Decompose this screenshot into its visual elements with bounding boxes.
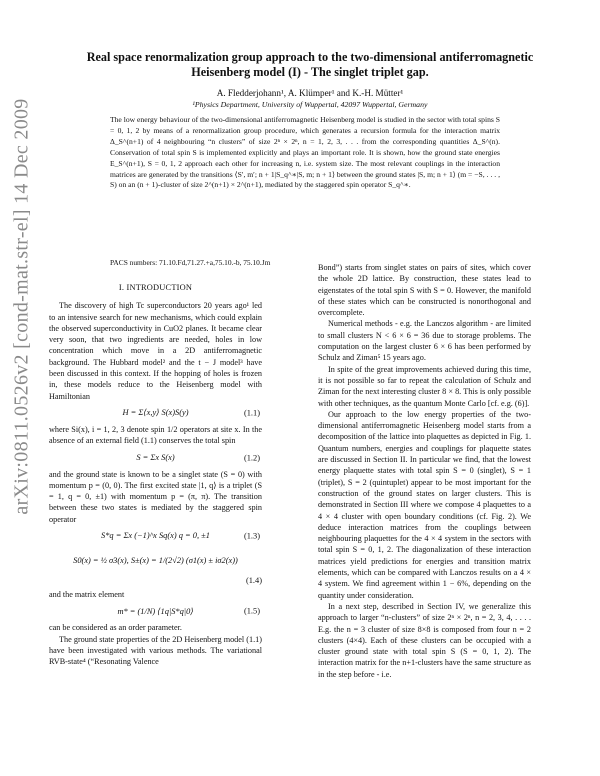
equation-number: (1.3) xyxy=(243,531,260,541)
equation-body: H = Σ⟨x,y⟩ S(x)S(y) xyxy=(122,408,189,418)
paragraph: The discovery of high Tc superconductors 20 years ago¹ led to an intensive search for new mechanisms, which could explain the observed superconductivity in CuO2 planes. It became clear very soon, that two ingredients are needed, holes in low concentration which move in a 2D antiferromagnetic background. The Hubbard model² and the t − J model³ have been discussed in this context. If the hopping of holes is frozen in, these models reduce to the Heisenberg model with Hamiltonian xyxy=(49,301,262,401)
equation-number: (1.1) xyxy=(243,408,260,418)
equation-1-5 xyxy=(49,600,262,622)
equation-1-3 xyxy=(49,525,262,547)
paragraph: The ground state properties of the 2D Heisenberg model (1.1) have been investigated with various methods. The variational RVB-state⁴ (“Resonating Valence xyxy=(49,634,262,667)
equation-number: (1.4) xyxy=(245,576,262,586)
paper-title: Real space renormalization group approach to the two-dimensional antiferromagnetic Heisenberg model (I) - The singlet triplet gap. xyxy=(86,50,534,79)
equation-number: (1.2) xyxy=(243,452,260,462)
paragraph: and the ground state is known to be a singlet state (S = 0) with momentum p = (0, 0). The first excited state |1, q⟩ is a triplet (S = 1, q = 0, ±1) with momentum p = (π, π). The transition between these two states is mediated by the staggered spin operator xyxy=(49,469,262,524)
section-heading: I. INTRODUCTION xyxy=(118,283,193,292)
paragraph: Numerical methods - e.g. the Lanczos algorithm - are limited to small clusters N < 6 × 6 = 36 due to storage problems. The computation on the largest cluster 6 × 6 has been performed by Schulz and Ziman⁵ 15 years ago. xyxy=(318,319,531,363)
paragraph: can be considered as an order parameter. xyxy=(49,623,182,633)
paragraph: Bond”) starts from singlet states on pairs of sites, which cover the whole 2D lattice. By construction, these states lead to eigenstates of the total spin S with S = 0. However, the manifold of these states which can be constructed is nonorthogonal and overcomplete. xyxy=(318,263,531,318)
paper-authors: A. Fledderjohann¹, A. Klümper¹ and K.-H. Mütter¹ xyxy=(216,88,404,98)
pacs-numbers: PACS numbers: 71.10.Fd,71.27.+a,75.10.-b, 75.10.Jm xyxy=(110,258,271,267)
equation-1-4 xyxy=(49,547,262,575)
paragraph: Our approach to the low energy properties of the two-dimensional antiferromagnetic Heisenberg model starts from a decomposition of the lattice into plaquettes as depicted in Fig. 1. Quantum numbers, energies and couplings for plaquette states are discussed in Section II. In particular we find, that the lowest energy plaquette states with total spin S = 0 (singlet), S = 1 (triplet), S = 2 (quintuplet) appear to be most important for the construction of the ground states on larger clusters. This is demonstrated in Section III where we compose 4 plaquettes to a 4 × 4 cluster with open boundary conditions (cf. Fig. 2). We deduce interaction matrices from the couplings between neighbouring plaquettes for the 4 × 4 system in the sectors with total spin S = 0, 1, 2. The diagonalization of these interaction matrices yield predictions for energies and transition matrix elements, which can be compared with Lanczos results on a 4 × 4 system. We find agreement within 1 − 6%, depending on the quantity under consideration. xyxy=(318,409,531,600)
paper-affiliation: ¹Physics Department, University of Wuppertal, 42097 Wuppertal, Germany xyxy=(192,100,428,109)
equation-body: S0(x) = ½ σ3(x), S±(x) = 1/(2√2) (σ1(x) ± iσ2(x)) xyxy=(73,556,238,566)
paragraph: and the matrix element xyxy=(49,590,125,600)
equation-body: m* = (1/N) ⟨1q|S*q|0⟩ xyxy=(117,606,194,616)
equation-1-2 xyxy=(49,447,262,469)
arxiv-stamp xyxy=(0,26,44,586)
arxiv-id: arXiv:0811.0526v2 [cond-mat.str-el] 14 Dec 2009 xyxy=(10,97,33,515)
paragraph: In spite of the great improvements achieved during this time, it is not possible so far to repeat the calculation of Schulz and Ziman for the next interesting cluster 8 × 8. This is only possible with other techniques, as the quantum Monte Carlo [cf. e.g. (6)]. xyxy=(318,364,531,408)
abstract: The low energy behaviour of the two-dimensional antiferromagnetic Heisenberg model is studied in the sector with total spins S = 0, 1, 2 by means of a renormalization group procedure, which generates a recursion formula for the interaction matrix Δ_S^(n+1) of 4 neighbouring “n clusters” of size 2ⁿ × 2ⁿ, n = 1, 2, 3, . . . from the corresponding quantities Δ_S^(n). Conservation of total spin S is implemented explicitly and plays an important role. It is shown, how the ground state energies E_S^(n+1), S = 0, 1, 2 approach each other for increasing n, i.e. system size. The most relevant couplings in the interaction matrices are generated by the transitions ⟨S′, m′; n + 1|S_q^∗|S, m; n + 1⟩ between the ground states |S, m; n + 1⟩ (m = −S, . . . , S) on an (n + 1)-cluster of size 2^(n+1) × 2^(n+1), mediated by the staggered spin operator S_q^∗. xyxy=(110,115,500,190)
paragraph: In a next step, described in Section IV, we generalize this approach to larger “n-clusters” of size 2ⁿ × 2ⁿ, n = 2, 3, 4, . . . . E.g. the n = 3 cluster of size 8×8 is composed from four n = 2 clusters (4×4). Each of these clusters can be occupied with a cluster ground state with total spin S (S = 0, 1, 2). The interaction matrix for the n+1-clusters have the same structure as in the step before - i.e. xyxy=(318,601,531,679)
right-column xyxy=(318,262,531,680)
left-column xyxy=(49,282,262,668)
equation-body: S*q = Σx (−1)^x Sq(x) q = 0, ±1 xyxy=(101,531,210,541)
equation-1-1 xyxy=(49,402,262,424)
equation-number: (1.5) xyxy=(243,606,260,616)
paragraph: where Si(x), i = 1, 2, 3 denote spin 1/2 operators at site x. In the absence of an external field (1.1) conserves the total spin xyxy=(49,424,262,446)
equation-body: S = Σx S(x) xyxy=(136,452,175,462)
